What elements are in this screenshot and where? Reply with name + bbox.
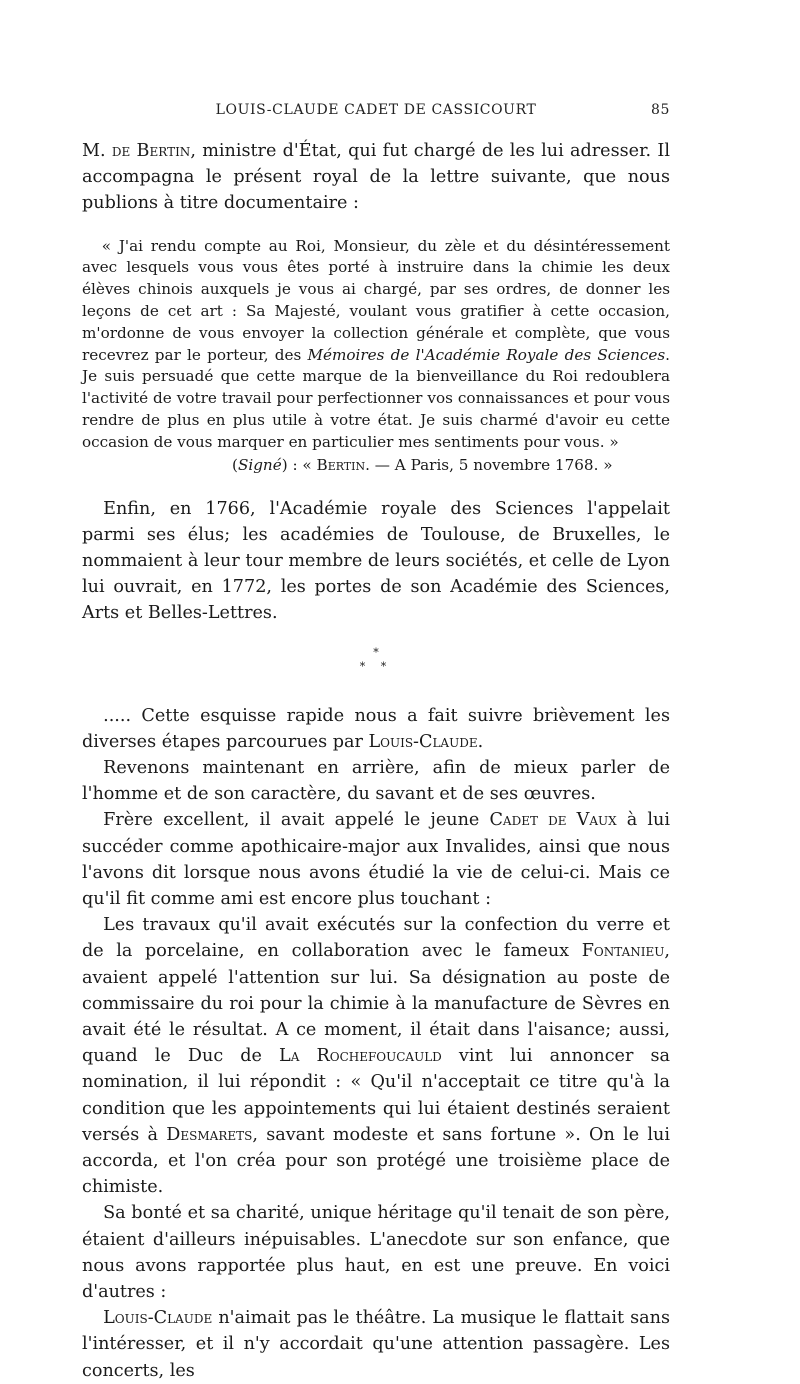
paragraph-frere (82, 807, 670, 912)
name-desmarets: Desmarets (166, 1124, 253, 1145)
letter-part-1: « J'ai rendu compte au Roi, Monsieur, du zèle et du désintéressement avec lesquels vous vous êtes porté à instruire dans la chimie les deux élèves chinois auxquels je vous ai chargé, par ses ordres, de donner les leçons de cet art : Sa Majesté, voulant vous gratifier à cette occasion, m'ordonne de vous envoyer la collection générale et complète, que vous recevrez par le porteur, des (82, 236, 670, 364)
paragraph-travaux-c: vint lui annoncer sa nomination, il lui répondit : « Qu'il n'acceptait ce titre qu'à la condition que les appointements qui lui étaient destinés seraient versés à (82, 1046, 670, 1145)
paragraph-travaux-a: Les travaux qu'il avait exécutés sur la confection du verre et de la porcelaine, en collaboration avec le fameux (82, 915, 670, 962)
signature-close: ) : « (281, 455, 317, 474)
name-bertin: M. de Bertin (82, 141, 191, 161)
running-title: LOUIS-CLAUDE CADET DE CASSICOURT (215, 102, 537, 118)
name-louis-claude: Louis-Claude (368, 731, 478, 752)
quoted-letter (82, 236, 670, 454)
paragraph-theatre-text: n'aimait pas le théâtre. La musique le flattait sans l'intéresser, et il n'y accordait qu'une attention passagère. Les concerts, les (82, 1308, 670, 1381)
paragraph-esquisse (82, 703, 670, 755)
asterism-bottom: * * (359, 659, 393, 673)
paragraph-esquisse-text: ..... Cette esquisse rapide nous a fait suivre brièvement les diverses étapes parcourues par (82, 705, 670, 752)
paragraph-travaux-d: , savant modeste et sans fortune ». On le lui accorda, et l'on créa pour son protégé une troisième place de chimiste. (82, 1124, 670, 1198)
running-header (82, 100, 670, 124)
paragraph-frere-b: à lui succéder comme apothicaire-major aux Invalides, ainsi que nous l'avons dit lorsque nous avons étudié la vie de celui-ci. Mais ce qu'il fit comme ami est encore plus touchant : (82, 810, 670, 910)
signature-open: ( (232, 455, 238, 474)
asterism-top: * (373, 645, 379, 659)
paragraph-travaux-b: , avaient appelé l'attention sur lui. Sa désignation au poste de commissaire du roi pour la chimie à la manufacture de Sèvres en avait été le résultat. A ce moment, il était dans l'aisance; aussi, quand le Duc de (82, 941, 670, 1067)
book-page (82, 100, 670, 1384)
paragraph-theatre (82, 1305, 670, 1384)
page-number: 85 (650, 102, 670, 118)
signature-name: Bertin (316, 455, 366, 474)
paragraph-frere-a: Frère excellent, il avait appelé le jeune (103, 810, 490, 831)
signature-rest: . — A Paris, 5 novembre 1768. » (365, 455, 613, 474)
name-louis-claude-2: Louis-Claude (103, 1308, 213, 1329)
paragraph-travaux (82, 912, 670, 1200)
signature-signed: Signé (237, 455, 282, 474)
letter-part-2: . Je suis persuadé que cette marque de la bienveillance du Roi redoublera l'activité de votre travail pour perfectionner vos connaissances et pour vous rendre de plus en plus utile à votre état. Je suis charmé d'avoir eu cette occasion de vous marquer en particulier mes sentiments pour vous. » (82, 345, 670, 451)
name-la-rochefoucauld: La Rochefoucauld (279, 1046, 442, 1067)
letter-signature (82, 454, 670, 476)
paragraph-bertin (82, 138, 670, 217)
section-break-asterism (82, 637, 670, 699)
paragraph-academies: Enfin, en 1766, l'Académie royale des Sciences l'appelait parmi ses élus; les académies de Toulouse, de Bruxelles, le nommaient à leur tour membre de leurs sociétés, et celle de Lyon lui ouvrait, en 1772, les portes de son Académie des Sciences, Arts et Belles-Lettres. (82, 498, 670, 624)
paragraph-esquisse-end: . (477, 731, 484, 752)
paragraph-bonte: Sa bonté et sa charité, unique héritage qu'il tenait de son père, étaient d'ailleurs inépuisables. L'anecdote sur son enfance, que nous avons rapportée plus haut, en est une preuve. En voici d'autres : (82, 1203, 670, 1303)
paragraph-bertin-text: , ministre d'État, qui fut chargé de les lui adresser. Il accompagna le présent royal de la lettre suivante, que nous publions à titre documentaire : (82, 141, 670, 214)
name-cadet-de-vaux: Cadet de Vaux (489, 810, 617, 831)
paragraph-revenons: Revenons maintenant en arrière, afin de mieux parler de l'homme et de son caractère, du savant et de ses œuvres. (82, 758, 670, 805)
letter-body (82, 236, 670, 454)
name-fontanieu: Fontanieu (581, 941, 665, 962)
letter-italic-title: Mémoires de l'Académie Royale des Sciences (307, 345, 666, 364)
